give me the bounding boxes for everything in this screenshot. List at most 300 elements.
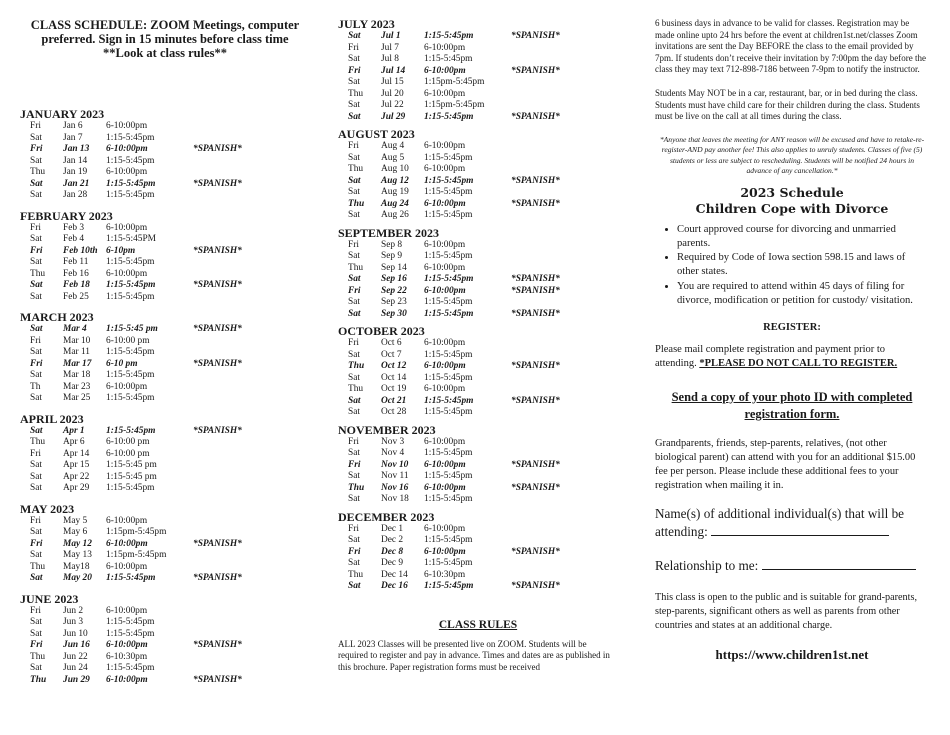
day-cell: Sat [348, 175, 361, 186]
schedule-row [20, 527, 310, 539]
time-cell: 6-10pm [106, 245, 136, 256]
day-cell: Fri [348, 436, 359, 447]
date-cell: Sep 16 [381, 274, 407, 284]
schedule-row [338, 384, 618, 396]
date-cell: May 6 [63, 527, 88, 537]
language-note [193, 269, 283, 281]
schedule-row [20, 449, 310, 461]
names-blank-line[interactable] [711, 523, 889, 536]
day-cell: Thu [348, 88, 364, 99]
schedule-row [20, 223, 310, 235]
day-cell: Sat [348, 111, 361, 122]
class-rules-heading: CLASS RULES [438, 618, 518, 631]
language-note: *SPANISH* [511, 175, 560, 186]
date-cell: Nov 11 [381, 471, 409, 481]
schedule-row [20, 370, 310, 382]
language-note [193, 292, 283, 304]
schedule-row [20, 629, 310, 641]
additional-fee-text: Grandparents, friends, step-parents, relatives, (not other biological parent) can attend with you for an additional $15.00 fee per person. Please include these additional fees to your registration when mailing it in. [655, 437, 916, 491]
time-cell: 6-10:00 pm [106, 335, 150, 346]
time-cell: 6-10:00pm [106, 515, 148, 526]
language-note [193, 370, 283, 382]
language-note: *SPANISH* [193, 280, 242, 290]
time-cell: 6-10:00pm [424, 198, 466, 209]
date-cell: Aug 10 [381, 164, 409, 174]
language-note [511, 153, 601, 165]
date-cell: Jan 13 [63, 144, 90, 154]
language-note [193, 550, 283, 562]
time-cell: 6-10:00pm [424, 239, 466, 250]
schedule-row [338, 164, 618, 176]
month-block [20, 593, 310, 687]
time-cell: 1:15-5:45pm [424, 210, 473, 220]
language-note: *SPANISH* [511, 361, 560, 371]
date-cell: Jul 7 [381, 42, 399, 53]
time-cell: 6-10:00pm [106, 167, 148, 177]
time-cell: 1:15-5:45pm [106, 257, 155, 267]
register-instruction: Please mail complete registration and payment prior to attending. [655, 343, 886, 369]
schedule-row [338, 153, 618, 165]
schedule-row [338, 581, 618, 593]
language-note [193, 652, 283, 664]
schedule-row [20, 336, 310, 348]
time-cell: 1:15-5:45pm [106, 347, 155, 357]
schedule-row [20, 483, 310, 495]
day-cell: Sat [348, 471, 360, 481]
language-note [511, 535, 601, 547]
bullet-item: • You are required to attend within 45 days of filing for divorce, modification or petition for custody/ visitation. [677, 280, 929, 308]
day-cell: Sat [348, 297, 360, 307]
date-cell: Jul 29 [381, 111, 406, 122]
schedule-row [338, 547, 618, 559]
language-note [511, 54, 601, 66]
date-cell: Dec 1 [381, 523, 404, 534]
day-cell: Sat [348, 581, 361, 591]
language-note: *SPANISH* [511, 459, 560, 470]
month-heading: JANUARY 2023 [20, 107, 105, 121]
language-note: *SPANISH* [193, 674, 242, 685]
day-cell: Fri [348, 141, 359, 151]
rules-continued: 6 business days in advance to be valid for classes. Registration may be made online upto 24 hrs before the event at children1st.net/classes Zoom invitations are sent the Day BEFORE the class to the email provided by 7pm. If students don’t receive their invitation by 7:00pm the day before the class they may text 712-898-7186 between 7-9pm to notify the instructor. [655, 18, 927, 75]
relationship-blank-line[interactable] [762, 557, 916, 570]
day-cell: Sat [30, 347, 42, 357]
language-note [511, 448, 601, 460]
day-cell: Sat [30, 257, 42, 267]
language-note: *SPANISH* [511, 111, 560, 122]
time-cell: 6-10:00pm [424, 384, 466, 394]
date-cell: Oct 12 [381, 361, 407, 371]
time-cell: 1:15-5:45pm [424, 297, 473, 307]
schedule-row [338, 373, 618, 385]
schedule-row [338, 210, 618, 222]
months-list-1 [20, 108, 310, 686]
schedule-row [338, 199, 618, 211]
language-note [511, 373, 601, 385]
schedule-row [20, 393, 310, 405]
time-cell: 6-10:00pm [424, 262, 466, 273]
language-note [193, 449, 283, 461]
date-cell: Feb 25 [63, 291, 89, 302]
language-note [511, 251, 601, 263]
time-cell: 1:15-5:45pm [106, 628, 155, 639]
schedule-row [338, 460, 618, 472]
day-cell: Sat [348, 77, 360, 87]
schedule-row [20, 234, 310, 246]
time-cell: 1:15-5:45pm [424, 372, 473, 383]
language-note: *SPANISH* [511, 285, 560, 296]
day-cell: Sat [30, 370, 42, 380]
time-cell: 6-10:00 pm [106, 448, 150, 459]
schedule-row [20, 516, 310, 528]
time-cell: 1:15-5:45pm [424, 471, 473, 481]
month-heading: OCTOBER 2023 [338, 324, 425, 338]
time-cell: 1:15pm-5:45pm [424, 77, 485, 87]
day-cell: Sat [30, 527, 42, 537]
day-cell: Sat [30, 234, 42, 244]
time-cell: 1:15-5:45pm [106, 425, 156, 436]
schedule-title-course: Children Cope with Divorce [695, 200, 889, 216]
day-cell: Sat [348, 100, 360, 110]
day-cell: Sat [30, 190, 42, 200]
time-cell: 6-10:00pm [424, 88, 466, 99]
schedule-row [20, 292, 310, 304]
language-note [193, 223, 283, 235]
day-cell: Thu [348, 384, 364, 394]
day-cell: Sat [348, 535, 360, 545]
date-cell: Jan 14 [63, 155, 88, 166]
day-cell: Sat [348, 395, 361, 406]
register-text [655, 343, 929, 371]
schedule-row [338, 361, 618, 373]
time-cell: 6-10:00 pm [106, 437, 150, 447]
language-note: *SPANISH* [193, 538, 242, 549]
language-note: *SPANISH* [193, 425, 242, 436]
time-cell: 1:15-5:45pm [106, 190, 155, 200]
language-note [511, 240, 601, 252]
date-cell: Jul 20 [381, 88, 404, 99]
website-link[interactable]: https://www.children1st.net [715, 646, 869, 662]
time-cell: 6-10:00pm [424, 285, 466, 296]
language-note [193, 347, 283, 359]
time-cell: 6-10:00pm [106, 121, 148, 131]
date-cell: Jul 1 [381, 31, 401, 41]
additional-names-field[interactable] [655, 505, 929, 541]
schedule-row [20, 663, 310, 675]
date-cell: Jun 10 [63, 628, 88, 639]
day-cell: Fri [348, 285, 361, 296]
day-cell: Thu [30, 268, 46, 279]
month-block [338, 511, 618, 593]
names-label: Name(s) of additional individual(s) that will be attending: [655, 505, 905, 539]
time-cell: 6-10:30pm [106, 651, 148, 662]
date-cell: Feb 18 [63, 280, 90, 290]
date-cell: Oct 21 [381, 395, 407, 406]
date-cell: Feb 10th [63, 245, 98, 256]
date-cell: Oct 19 [381, 384, 407, 394]
date-cell: Jul 8 [381, 54, 399, 64]
schedule-row [338, 558, 618, 570]
register-heading: REGISTER: [763, 321, 821, 333]
schedule-row [20, 426, 310, 438]
date-cell: Sep 14 [381, 262, 407, 273]
info-column [655, 18, 929, 663]
language-note [511, 43, 601, 55]
date-cell: Nov 18 [381, 494, 409, 504]
day-cell: Thu [30, 167, 46, 177]
schedule-row [338, 471, 618, 483]
month-block [20, 311, 310, 405]
day-cell: Sat [348, 349, 360, 360]
language-note [511, 263, 601, 275]
schedule-row [338, 112, 618, 124]
schedule-row [20, 382, 310, 394]
day-cell: Thu [30, 561, 46, 572]
date-cell: Apr 1 [63, 425, 85, 436]
language-note: *SPANISH* [511, 274, 560, 284]
day-cell: Fri [30, 605, 41, 616]
language-note [193, 472, 283, 484]
time-cell: 1:15-5:45pm [106, 178, 156, 189]
time-cell: 1:15-5:45pm [106, 280, 156, 290]
date-cell: Nov 3 [381, 436, 405, 447]
schedule-row [338, 66, 618, 78]
day-cell: Sat [30, 483, 42, 493]
schedule-row [20, 156, 310, 168]
schedule-column-2 [338, 18, 618, 673]
time-cell: 1:15-5:45 pm [106, 471, 157, 482]
language-note: *SPANISH* [511, 31, 560, 41]
time-cell: 6-10 pm [106, 358, 138, 369]
time-cell: 6-10:00pm [424, 523, 466, 534]
time-cell: 6-10:30pm [424, 569, 466, 580]
relationship-field[interactable] [655, 557, 929, 575]
date-cell: Oct 28 [381, 407, 407, 417]
date-cell: Mar 11 [63, 347, 90, 357]
day-cell: Fri [348, 546, 361, 557]
day-cell: Sat [348, 372, 360, 383]
schedule-row [20, 472, 310, 484]
time-cell: 6-10:00pm [106, 640, 148, 650]
date-cell: Mar 17 [63, 358, 92, 369]
day-cell: Fri [30, 144, 43, 154]
day-cell: Sat [30, 132, 42, 143]
date-cell: Sep 30 [381, 308, 407, 319]
month-heading: MAY 2023 [20, 501, 75, 516]
date-cell: Apr 6 [63, 437, 85, 447]
language-note [193, 257, 283, 269]
day-cell: Fri [30, 515, 41, 526]
month-heading: APRIL 2023 [20, 411, 84, 426]
date-cell: Apr 14 [63, 448, 90, 459]
language-note [511, 558, 601, 570]
schedule-row [20, 121, 310, 133]
schedule-row [338, 407, 618, 419]
language-note [193, 460, 283, 472]
language-note: *SPANISH* [511, 198, 560, 209]
month-block [20, 413, 310, 495]
month-heading: MARCH 2023 [20, 310, 94, 324]
date-cell: Dec 9 [381, 558, 404, 568]
language-note: *SPANISH* [511, 308, 560, 319]
bullet-item: • Court approved course for divorcing and unmarried parents. [677, 223, 929, 251]
language-note [193, 190, 283, 202]
schedule-row [20, 269, 310, 281]
month-block [338, 325, 618, 419]
time-cell: 1:15-5:45pm [106, 617, 155, 627]
schedule-row [20, 179, 310, 191]
schedule-row [338, 570, 618, 582]
schedule-row [20, 324, 310, 336]
schedule-row [20, 573, 310, 585]
time-cell: 6-10:00pm [424, 42, 466, 53]
time-cell: 1:15-5:45pm [424, 407, 473, 417]
day-cell: Sat [348, 54, 360, 64]
day-cell: Sat [30, 628, 42, 639]
date-cell: May 12 [63, 538, 92, 549]
open-to-public-text: This class is open to the public and is suitable for grand-parents, step-parents, significant others as well as parents from other countries and states at an additional charge. [655, 591, 917, 631]
language-note [511, 210, 601, 222]
date-cell: Mar 25 [63, 393, 91, 403]
language-note [511, 437, 601, 449]
day-cell: Fri [30, 245, 43, 256]
day-cell: Fri [30, 448, 41, 459]
schedule-row [338, 448, 618, 460]
schedule-row [338, 251, 618, 263]
language-note [511, 471, 601, 483]
schedule-column-1 [20, 18, 310, 694]
schedule-row [338, 297, 618, 309]
time-cell: 6-10:00pm [106, 561, 148, 572]
language-note [193, 527, 283, 539]
schedule-row [20, 144, 310, 156]
schedule-row [338, 263, 618, 275]
date-cell: Nov 16 [381, 482, 409, 493]
day-cell: Fri [30, 538, 43, 549]
schedule-row [338, 187, 618, 199]
date-cell: May 13 [63, 550, 92, 560]
month-heading: JULY 2023 [338, 17, 395, 31]
date-cell: Mar 10 [63, 335, 91, 346]
photo-id-notice: Send a copy of your photo ID with completed registration form. [671, 389, 913, 421]
schedule-row [338, 396, 618, 408]
day-cell: Thu [30, 651, 46, 662]
day-cell: Thu [348, 569, 364, 580]
course-bullets [655, 223, 929, 308]
page-title [20, 18, 310, 60]
schedule-row [20, 437, 310, 449]
day-cell: Th [30, 381, 41, 392]
date-cell: Feb 3 [63, 222, 85, 233]
language-note: *SPANISH* [511, 581, 560, 591]
language-note: *SPANISH* [193, 324, 242, 334]
language-note [511, 384, 601, 396]
time-cell: 6-10:00pm [106, 538, 148, 549]
day-cell: Thu [348, 361, 365, 371]
time-cell: 1:15pm-5:45pm [106, 527, 167, 537]
day-cell: Fri [348, 459, 361, 470]
day-cell: Sat [348, 31, 361, 41]
schedule-row [338, 274, 618, 286]
time-cell: 6-10:00pm [106, 222, 148, 233]
time-cell: 1:15-5:45pm [106, 573, 156, 583]
time-cell: 1:15-5:45pm [106, 155, 155, 166]
language-note [193, 606, 283, 618]
time-cell: 6-10:00pm [424, 141, 466, 151]
title-line-1: CLASS SCHEDULE: ZOOM Meetings, computer [30, 18, 300, 32]
time-cell: 1:15-5:45pm [424, 31, 474, 41]
date-cell: Dec 14 [381, 569, 408, 580]
date-cell: Feb 11 [63, 257, 89, 267]
time-cell: 1:15-5:45pm [424, 558, 473, 568]
language-note: *SPANISH* [193, 178, 242, 189]
day-cell: Sat [348, 448, 360, 458]
day-cell: Sat [30, 471, 42, 482]
schedule-row [338, 286, 618, 298]
date-cell: Mar 4 [63, 324, 87, 334]
time-cell: 1:15-5:45pm [424, 111, 474, 122]
months-list-2 [338, 18, 618, 593]
schedule-row [338, 309, 618, 321]
time-cell: 1:15-5:45pm [106, 370, 155, 380]
month-block [338, 18, 618, 123]
date-cell: Jul 22 [381, 100, 404, 110]
title-line-3: **Look at class rules** [103, 46, 227, 60]
language-note [193, 437, 283, 449]
date-cell: Jan 19 [63, 167, 88, 177]
schedule-row [338, 338, 618, 350]
language-note [511, 164, 601, 176]
time-cell: 6-10:00pm [424, 65, 466, 76]
month-heading: SEPTEMBER 2023 [338, 225, 440, 240]
time-cell: 1:15-5:45pm [424, 349, 473, 360]
language-note [193, 234, 283, 246]
day-cell: Fri [30, 121, 41, 131]
date-cell: Aug 5 [381, 152, 405, 163]
date-cell: Jun 2 [63, 605, 84, 616]
time-cell: 1:15-5:45pm [424, 54, 473, 64]
language-note [193, 167, 283, 179]
conduct-rules: Students May NOT be in a car, restaurant, bar, or in bed during the class. Students must have child care for their children during the class. Students must be live on the call at all times during the class. [655, 87, 920, 122]
date-cell: May 20 [63, 573, 92, 583]
schedule-title [655, 185, 929, 217]
schedule-row [338, 54, 618, 66]
language-note: *SPANISH* [193, 573, 242, 583]
time-cell: 1:15-5:45pm [424, 494, 473, 504]
day-cell: Sat [30, 663, 42, 673]
day-cell: Thu [348, 482, 365, 493]
language-note: *SPANISH* [511, 546, 560, 557]
language-note [193, 336, 283, 348]
day-cell: Sat [30, 573, 43, 583]
schedule-row [20, 550, 310, 562]
date-cell: Aug 24 [381, 198, 409, 209]
time-cell: 6-10:00pm [106, 605, 148, 616]
month-heading: FEBRUARY 2023 [20, 208, 113, 223]
day-cell: Sat [348, 152, 360, 163]
date-cell: Aug 19 [381, 187, 409, 197]
language-note [193, 562, 283, 574]
date-cell: Aug 26 [381, 210, 409, 220]
schedule-row [20, 652, 310, 664]
day-cell: Sat [30, 291, 42, 302]
day-cell: Sat [348, 274, 361, 284]
month-block [20, 108, 310, 202]
day-cell: Sat [348, 187, 360, 197]
time-cell: 6-10:00pm [106, 674, 148, 685]
schedule-row [20, 280, 310, 292]
schedule-row [338, 89, 618, 101]
date-cell: Nov 10 [381, 459, 409, 470]
